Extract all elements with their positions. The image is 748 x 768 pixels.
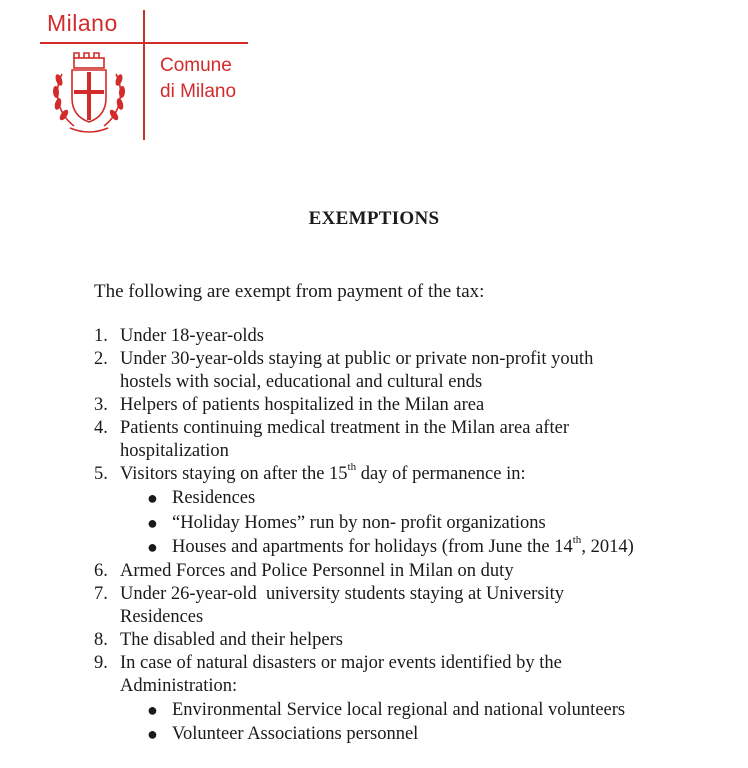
sub-item-text: “Holiday Homes” run by non- profit organizations bbox=[172, 512, 546, 533]
sub-item-text: Environmental Service local regional and national volunteers bbox=[172, 699, 626, 720]
sub-item-text: Volunteer Associations personnel bbox=[172, 724, 419, 744]
logo-city-name: Milano bbox=[47, 10, 118, 36]
logo-vertical-rule bbox=[143, 10, 145, 140]
sub-list bbox=[120, 698, 694, 747]
milan-coat-of-arms-icon bbox=[48, 50, 130, 136]
ordinal-suffix: th bbox=[572, 533, 582, 546]
list-item bbox=[94, 325, 694, 348]
sub-list-item bbox=[146, 486, 694, 511]
item-number: 1. bbox=[94, 326, 108, 346]
item-text-after: day of permanence in: bbox=[356, 464, 526, 484]
logo-org-line1: Comune bbox=[160, 55, 232, 76]
comune-di-milano-logo bbox=[0, 0, 260, 150]
item-text: Helpers of patients hospitalized in the Milan area bbox=[120, 395, 485, 415]
logo-org-name bbox=[160, 53, 236, 105]
page-title: EXEMPTIONS bbox=[308, 208, 440, 229]
list-item bbox=[94, 460, 694, 560]
logo-org-line2: di Milano bbox=[160, 81, 237, 102]
item-text-line: Under 26-year-old university students staying at University bbox=[120, 583, 565, 604]
bullet-icon: ● bbox=[147, 537, 158, 557]
list-item bbox=[94, 629, 694, 652]
item-text-line: hostels with social, educational and cultural ends bbox=[120, 372, 483, 392]
item-number: 2. bbox=[94, 349, 108, 369]
bullet-icon: ● bbox=[147, 724, 158, 744]
sub-list bbox=[120, 486, 694, 560]
item-text-before: Visitors staying on after the 15 bbox=[120, 464, 348, 484]
item-text-line: Administration: bbox=[120, 675, 238, 696]
sub-item-text-after: , 2014) bbox=[581, 537, 634, 557]
item-number: 8. bbox=[94, 629, 108, 650]
item-number: 5. bbox=[94, 464, 108, 484]
item-number: 4. bbox=[94, 418, 108, 438]
sub-list-item bbox=[146, 511, 694, 536]
item-number: 9. bbox=[94, 652, 108, 673]
item-number: 6. bbox=[94, 560, 108, 581]
list-item bbox=[94, 417, 694, 463]
list-item bbox=[94, 652, 694, 747]
item-text-line: Under 30-year-olds staying at public or private non-profit youth bbox=[120, 349, 594, 369]
sub-list-item bbox=[146, 722, 694, 747]
item-number: 3. bbox=[94, 395, 108, 415]
list-item bbox=[94, 394, 694, 417]
list-item bbox=[94, 560, 694, 583]
item-number: 7. bbox=[94, 583, 108, 604]
sub-list-item bbox=[146, 698, 694, 723]
sub-item-text-before: Houses and apartments for holidays (from June the 14 bbox=[172, 537, 573, 557]
item-text: Under 18-year-olds bbox=[120, 326, 264, 346]
item-text: The disabled and their helpers bbox=[120, 629, 343, 650]
sub-list-item bbox=[146, 535, 694, 560]
bullet-icon: ● bbox=[147, 512, 158, 533]
exemptions-list bbox=[94, 325, 694, 747]
bullet-icon: ● bbox=[147, 488, 158, 508]
list-item bbox=[94, 583, 694, 629]
item-text: Armed Forces and Police Personnel in Milan on duty bbox=[120, 560, 514, 581]
item-text bbox=[120, 460, 526, 484]
list-item bbox=[94, 348, 694, 394]
sub-item-text bbox=[172, 533, 634, 557]
item-text-line: Patients continuing medical treatment in the Milan area after bbox=[120, 418, 569, 438]
sub-item-text: Residences bbox=[172, 488, 256, 508]
item-text-line: Residences bbox=[120, 606, 204, 627]
item-text-line: In case of natural disasters or major events identified by the bbox=[120, 652, 562, 673]
ordinal-suffix: th bbox=[347, 460, 357, 473]
intro-text: The following are exempt from payment of the tax: bbox=[94, 281, 485, 302]
item-text-line: hospitalization bbox=[120, 441, 229, 461]
bullet-icon: ● bbox=[147, 699, 158, 720]
